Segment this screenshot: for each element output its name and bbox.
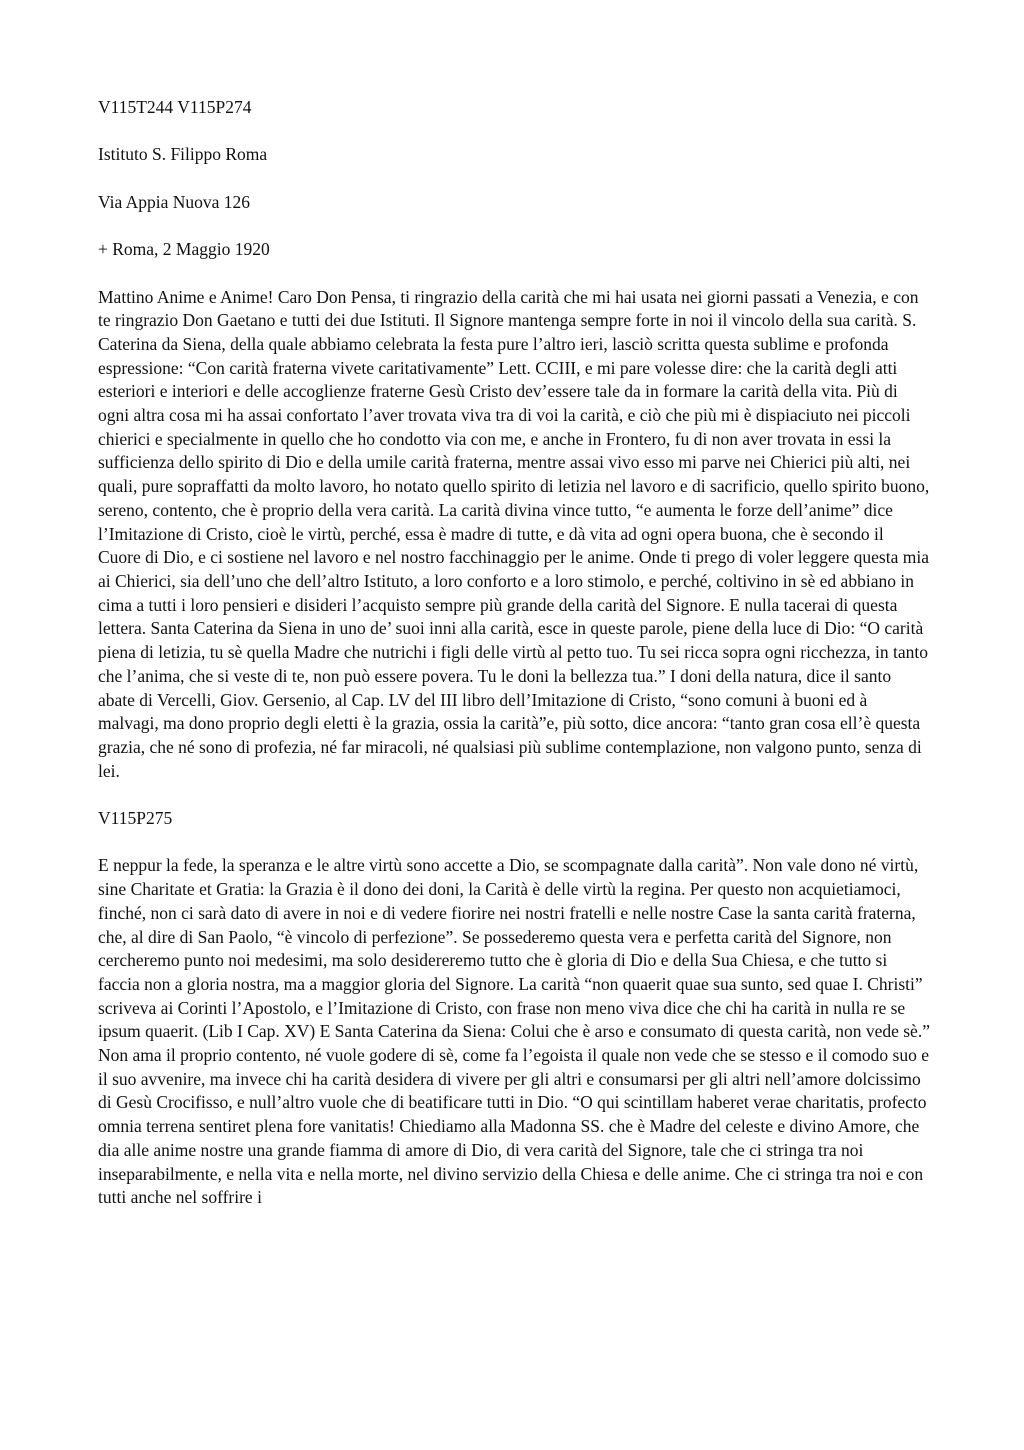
- institute-name: Istituto S. Filippo Roma: [98, 144, 268, 165]
- letter-place-date: + Roma, 2 Maggio 1920: [98, 239, 270, 260]
- document-page: [98, 96, 930, 1234]
- page-reference-2: V115P275: [98, 808, 173, 829]
- letter-paragraph-2: E neppur la fede, la speranza e le altre virtù sono accette a Dio, se scompagnate dalla carità”. Non vale dono né virtù, sine Charitate et Gratia: la Grazia è il dono dei doni, la Carità è delle virtù la regina. Per questo non acquietiamoci, finché, non ci sarà dato di avere in noi e di vedere fiorire nei nostri fratelli e nelle nostre Case la santa carità fraterna, che, al dire di San Paolo, “è vincolo di perfezione”. Se possederemo questa vera e perfetta carità del Signore, non cercheremo punto noi medesimi, ma solo desidereremo tutto che è gloria di Dio e della Sua Chiesa, e che tutto si faccia non a gloria nostra, ma a maggior gloria del Signore. La carità “non quaerit quae sua sunto, sed quae I. Christi” scriveva ai Corinti l’Apostolo, e l’Imitazione di Cristo, con frase non meno viva dice che chi ha carità in nulla re se ipsum quaerit. (Lib I Cap. XV) E Santa Caterina da Siena: Colui che è arso e consumato di questa carità, non vede sè.” Non ama il proprio contento, né vuole godere di sè, come fa l’egoista il quale non vede che se stesso e il comodo suo e il suo avvenire, ma invece chi ha carità desidera di vivere per gli altri e consumarsi per gli altri nell’amore dolcissimo di Gesù Crocifisso, e null’altro vuole che di beatificare tutti in Dio. “O qui scintillam haberet verae charitatis, profecto omnia terrena sentiret plena fore vanitatis! Chiediamo alla Madonna SS. che è Madre del celeste e divino Amore, che dia alle anime nostre una grande fiamma di amore di Dio, di vera carità del Signore, tale che ci stringa tra noi inseparabilmente, e nella vita e nella morte, nel divino servizio della Chiesa e delle anime. Che ci stringa tra noi e con tutti anche nel soffrire i: [98, 855, 930, 1208]
- document-reference: V115T244 V115P274: [98, 97, 252, 117]
- institute-address: Via Appia Nuova 126: [98, 191, 251, 212]
- letter-paragraph-1: Mattino Anime e Anime! Caro Don Pensa, ti ringrazio della carità che mi hai usata nei giorni passati a Venezia, e con te ringrazio Don Gaetano e tutti dei due Istituti. Il Signore mantenga sempre forte in noi il vincolo della sua carità. S. Caterina da Siena, della quale abbiamo celebrata la festa pure l’altro ieri, lasciò scritta questa sublime e profonda espressione: “Con carità fraterna vivete caritativamente” Lett. CCIII, e mi pare volesse dire: che la carità degli atti esteriori e interiori e delle accoglienze fraterne Gesù Cristo dev’essere tale da in formare la carità della vita. Più di ogni altra cosa mi ha assai confortato l’aver trovata viva tra di voi la carità, e ciò che più mi è dispiaciuto nei piccoli chierici e specialmente in quello che ho condotto via con me, e anche in Frontero, fu di non aver trovata in essi la sufficienza dello spirito di Dio e della umile carità fraterna, mentre assai vivo esso mi parve nei Chierici più alti, nei quali, pure sopraffatti da molto lavoro, ho notato quello spirito di letizia nel lavoro e di sacrificio, quello spirito buono, sereno, contento, che è proprio della vera carità. La carità divina vince tutto, “e aumenta le forze dell’anime” dice l’Imitazione di Cristo, cioè le virtù, perché, essa è madre di tutte, e dà vita ad ogni opera buona, che è secondo il Cuore di Dio, e ci sostiene nel lavoro e nel nostro facchinaggio per le anime. Onde ti prego di voler leggere questa mia ai Chierici, sia dell’uno che dell’altro Istituto, a loro conforto e a loro stimolo, e perché, coltivino in sè ed abbiano in cima a tutti i loro pensieri e disideri l’acquisto sempre più grande della carità del Signore. E nulla tacerai di questa lettera. Santa Caterina da Siena in uno de’ suoi inni alla carità, esce in queste parole, piene della luce di Dio: “O carità piena di letizia, tu sè quella Madre che nutrichi i figli delle virtù al petto tuo. Tu sei ricca sopra ogni ricchezza, in tanto che l’anima, che si veste di te, non può essere povera. Tu le doni la bellezza tua.” I doni della natura, dice il santo abate di Vercelli, Giov. Gersenio, al Cap. LV del III libro dell’Imitazione di Cristo, “sono comuni à buoni ed à malvagi, ma dono proprio degli eletti è la grazia, ossia la carità”e, più sotto, dice ancora: “tanto gran cosa ell’è questa grazia, che né sono di profezia, né far miracoli, né qualsiasi più sublime contemplazione, non valgono punto, senza di lei.: [98, 286, 930, 781]
